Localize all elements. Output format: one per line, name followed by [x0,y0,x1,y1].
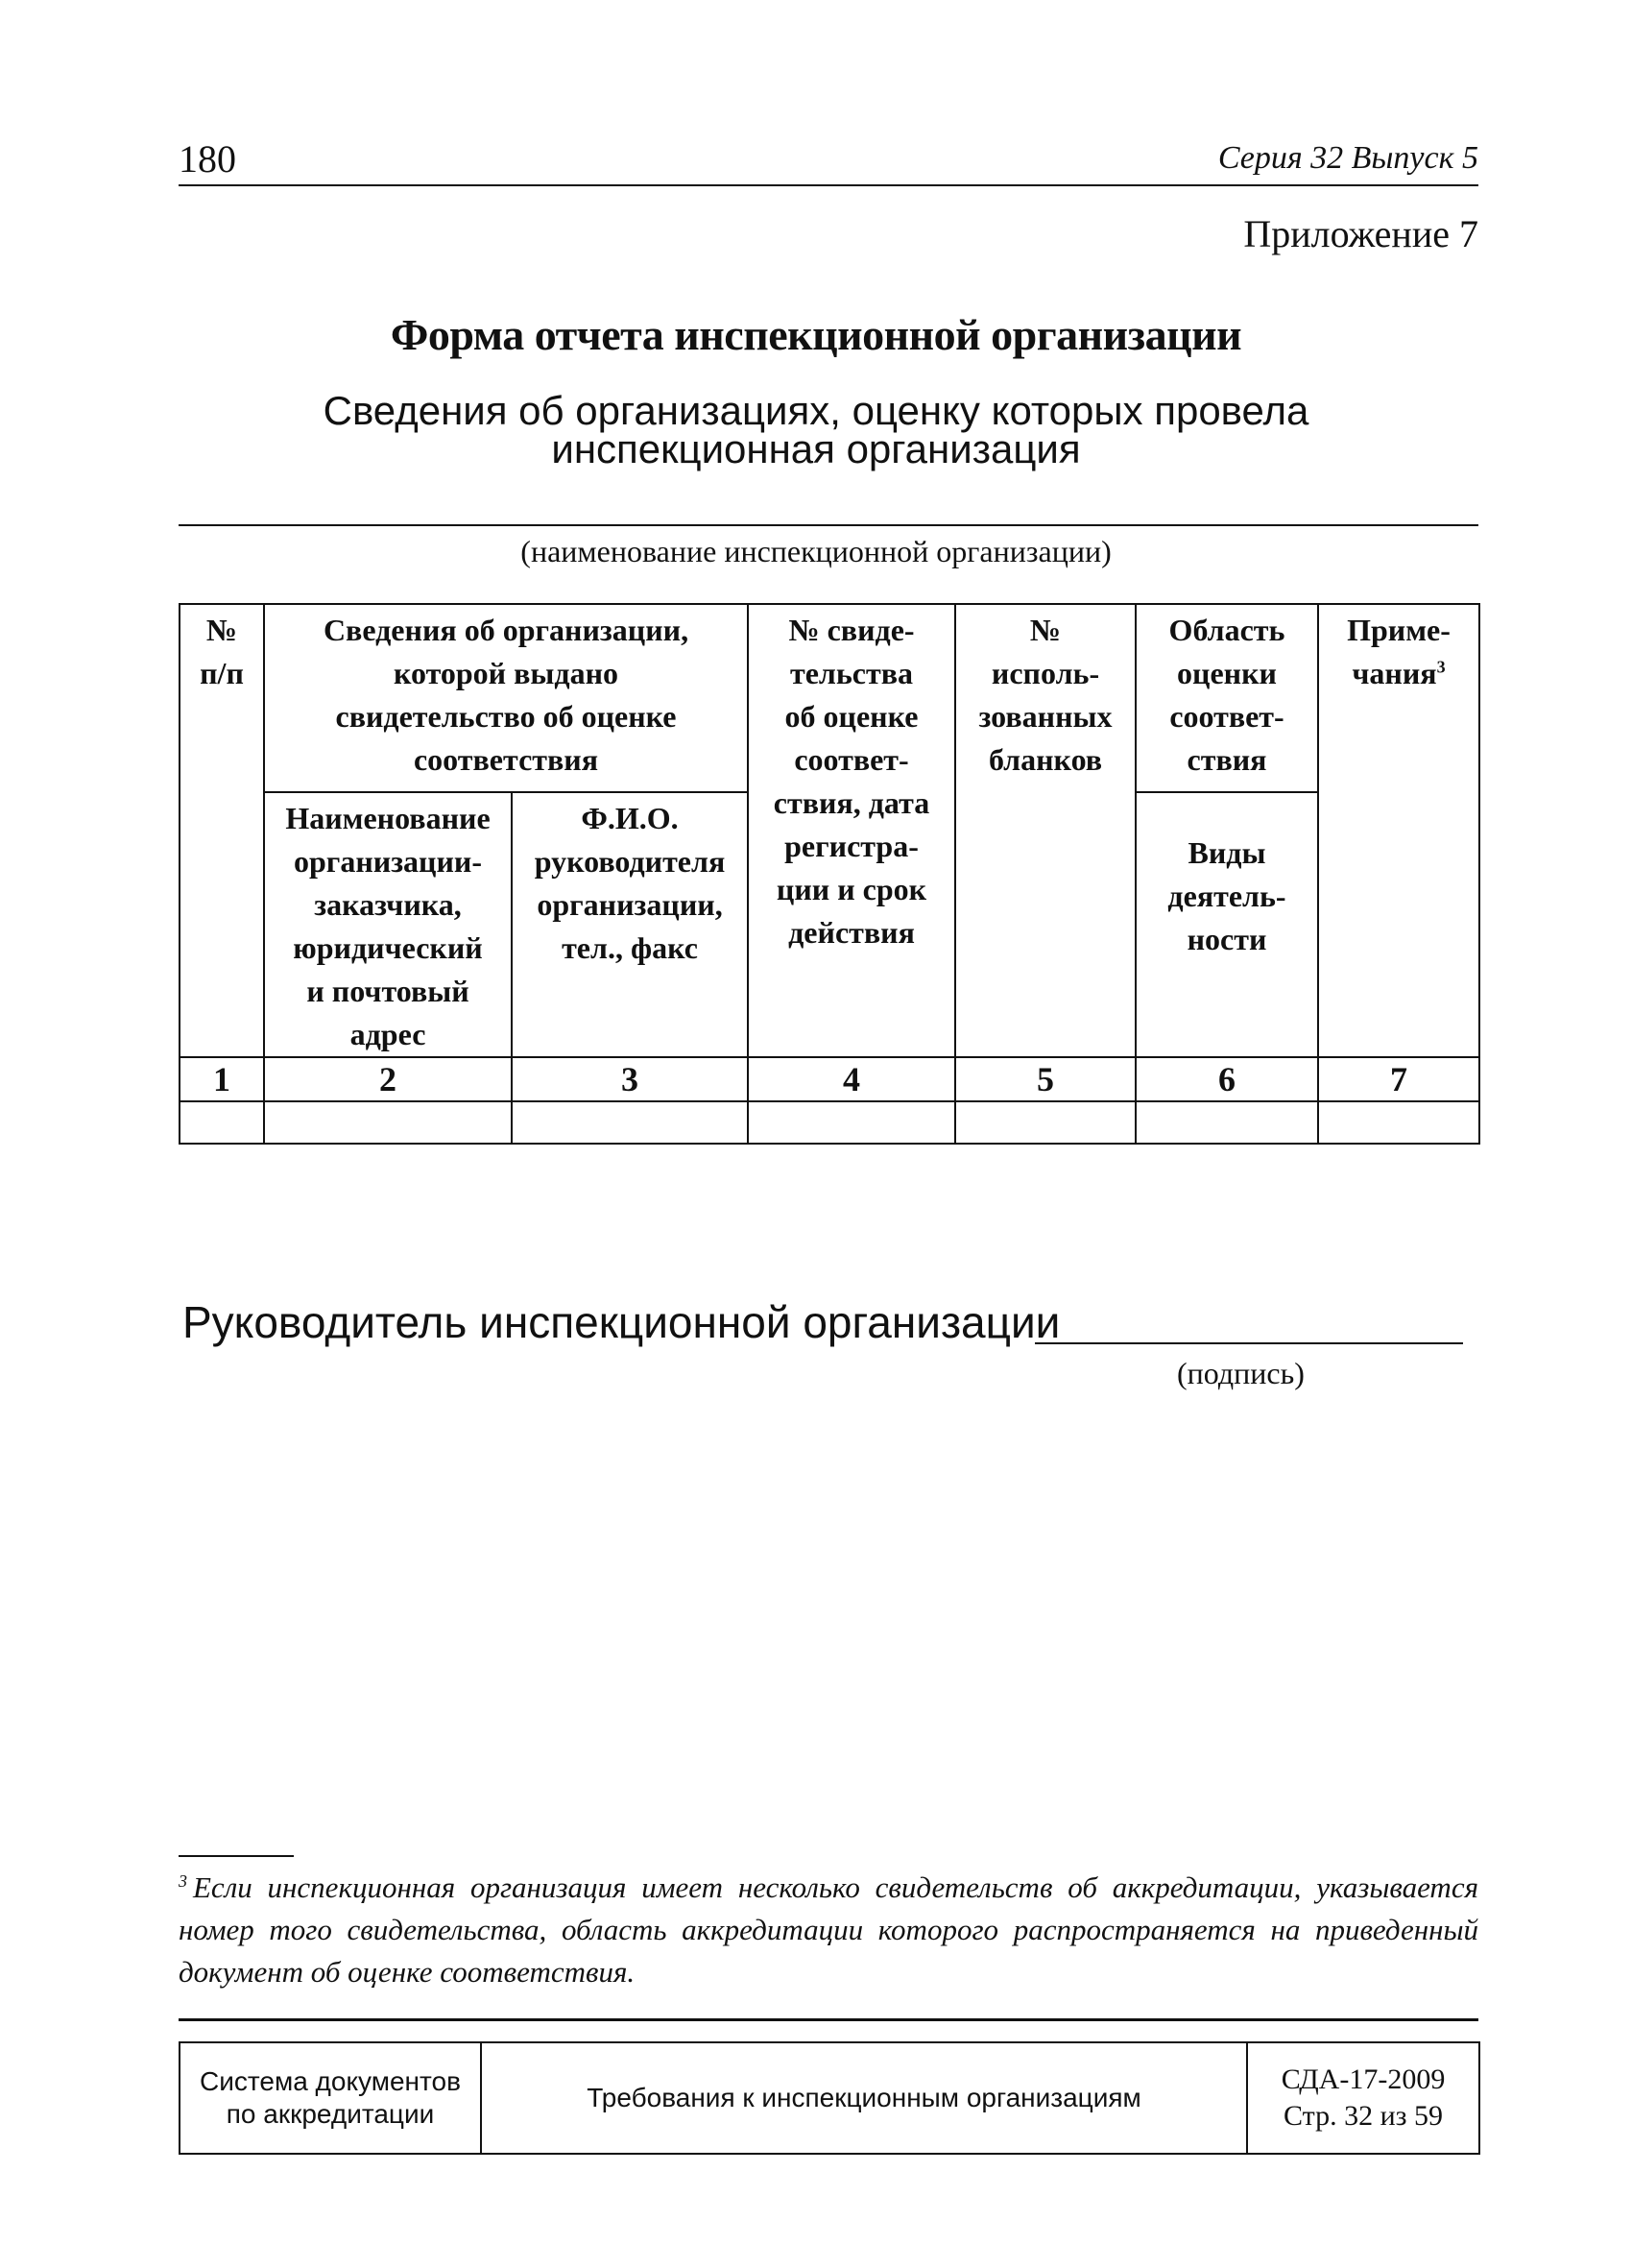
header-col-4 [748,604,955,1057]
header-text: чания [1352,656,1437,690]
empty-cell [955,1101,1136,1144]
header-text: ствия [1187,742,1267,777]
header-text: Ф.И.О. [581,801,679,835]
column-number: 5 [955,1057,1136,1101]
series-label: Серия 32 Выпуск 5 [1217,140,1478,176]
header-text: заказчика, [314,887,462,922]
empty-cell [1318,1101,1479,1144]
header-text: Наименование [285,801,491,835]
header-col-2-sub [264,792,512,1057]
footer-text: СДА-17-2009 [1281,2063,1446,2095]
column-number-row [180,1057,1479,1101]
page-number: 180 [179,137,236,181]
footnote-mark: 3 [179,1870,187,1891]
footnote-text: Если инспекционная организация имеет несколько свидетельств об аккредитации, указывается номер того свидетельства, область аккредитации которого распространяется на приведенный документ об оценке соответствия. [179,1870,1478,1989]
header-col-3-sub [512,792,748,1057]
header-col-6-top [1136,604,1318,792]
header-col-5 [955,604,1136,1057]
header-text: организации- [293,844,483,879]
header-text: зованных [978,699,1113,734]
footnote [179,1867,1478,1993]
report-table [179,603,1480,1145]
column-number: 1 [180,1057,264,1101]
header-text: исполь- [991,656,1100,690]
organization-name-line [179,524,1478,526]
footnote-ref: 3 [1436,657,1446,677]
header-text: и почтовый [306,974,469,1008]
footer-doc-title: Требования к инспекционным организациям [481,2042,1247,2154]
header-text: Сведения об организации, [323,613,689,647]
header-text: оценки [1177,656,1277,690]
header-text: деятель- [1167,879,1286,913]
column-number: 7 [1318,1057,1479,1101]
header-text: Область [1168,613,1285,647]
header-text: руководителя [534,844,726,879]
column-number: 2 [264,1057,512,1101]
footer-system [180,2042,481,2154]
empty-cell [748,1101,955,1144]
header-text: соответ- [1169,699,1284,734]
appendix-label: Приложение 7 [1243,212,1478,255]
header-text: соответствия [413,742,599,777]
signature-caption: (подпись) [1177,1356,1305,1390]
header-text: п/п [200,656,244,690]
header-text: об оценке [784,699,919,734]
header-text: которой выдано [393,656,618,690]
header-text: № [205,613,238,647]
header-text: адрес [349,1017,426,1051]
header-text: бланков [988,742,1103,777]
header-rule [179,184,1478,186]
header-text: Приме- [1347,613,1451,647]
header-text: Виды [1188,835,1266,870]
header-text: ции и срок [776,872,927,906]
header-text: № [1029,613,1062,647]
column-number: 6 [1136,1057,1318,1101]
footer-table [179,2041,1480,2155]
organization-name-caption: (наименование инспекционной организации) [520,534,1112,568]
page-subtitle [288,388,1344,471]
header-col-1 [180,604,264,1057]
footer-doc-code [1247,2042,1479,2154]
page-title: Форма отчета инспекционной организации [390,310,1242,359]
header-col-7 [1318,604,1479,1057]
header-text: ствия, дата [773,785,930,820]
column-number: 3 [512,1057,748,1101]
header-text: тельства [790,656,913,690]
empty-cell [1136,1101,1318,1144]
header-text: ности [1187,922,1267,956]
header-text: действия [788,915,915,950]
column-number: 4 [748,1057,955,1101]
header-text: тел., факс [562,930,698,965]
empty-cell [512,1101,748,1144]
signature-label: Руководитель инспекционной организации [182,1297,1061,1347]
footnote-rule [179,1855,294,1857]
header-text: соответ- [794,742,909,777]
header-text: организации, [537,887,723,922]
empty-cell [180,1101,264,1144]
header-col-2-group [264,604,748,792]
footer-text: Стр. 32 из 59 [1284,2100,1443,2132]
header-text: юридический [293,930,483,965]
header-text: регистра- [784,829,919,863]
header-text: № свиде- [788,613,915,647]
footer-text: Система документов [200,2066,461,2096]
footer-rule [179,2018,1478,2021]
header-col-6-bottom [1136,792,1318,1057]
header-text-with-footnote [1323,652,1475,695]
footer-text: по аккредитации [226,2099,435,2129]
subtitle-line-2: инспекционная организация [551,426,1081,471]
subtitle-line-1: Сведения об организациях, оценку которых провела [323,388,1309,433]
header-text: свидетельство об оценке [335,699,677,734]
signature-line [1035,1342,1463,1344]
table-row [180,1101,1479,1144]
empty-cell [264,1101,512,1144]
